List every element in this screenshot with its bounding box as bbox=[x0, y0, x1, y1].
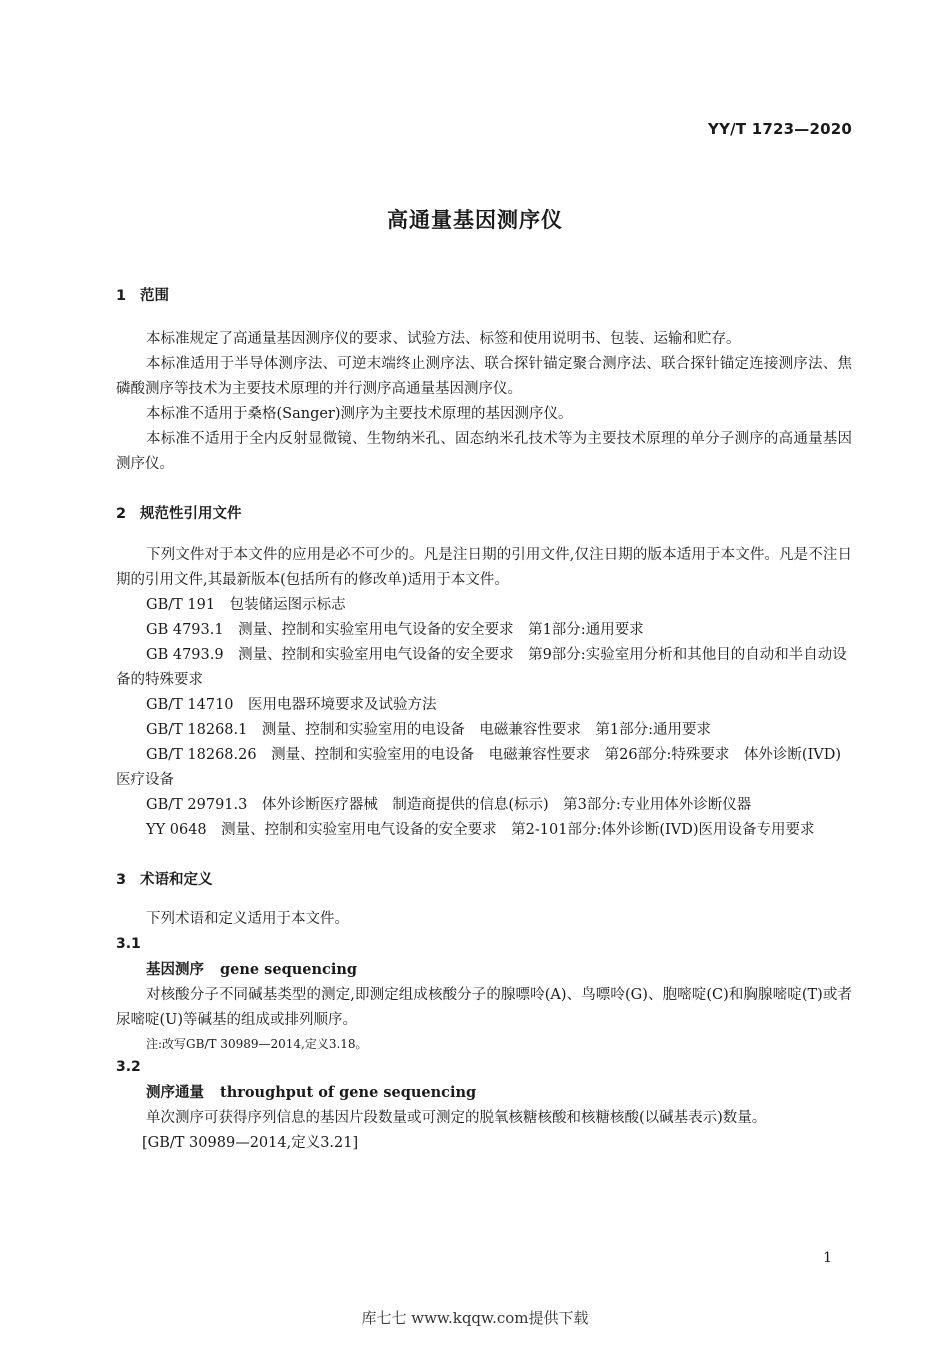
section-heading-terms bbox=[116, 869, 852, 891]
term-number: 3.1 bbox=[116, 936, 141, 952]
reference-item: YY 0648 测量、控制和实验室用电气设备的安全要求 第2-101部分:体外诊断(IVD)医用设备专用要求 bbox=[146, 822, 815, 838]
standard-code: YY/T 1723—2020 bbox=[708, 120, 852, 138]
reference-item: GB/T 191 包装储运图示标志 bbox=[146, 597, 346, 613]
term-definition: 对核酸分子不同碱基类型的测定,即测定组成核酸分子的腺嘌呤(A)、鸟嘌呤(G)、胞嘧啶(C)和胸腺嘧啶(T)或者尿嘧啶(U)等碱基的组成或排列顺序。 bbox=[116, 987, 852, 1028]
download-footer: 库七七 www.kqqw.com提供下载 bbox=[361, 1309, 589, 1327]
paragraph: 下列术语和定义适用于本文件。 bbox=[146, 911, 349, 927]
paragraph: 本标准不适用于全内反射显微镜、生物纳米孔、固态纳米孔技术等为主要技术原理的单分子测序的高通量基因测序仪。 bbox=[116, 431, 852, 472]
term-entry bbox=[116, 957, 852, 983]
section-title: 范围 bbox=[140, 288, 169, 304]
section-heading-normative-references bbox=[116, 503, 852, 525]
section-heading-scope bbox=[116, 285, 852, 307]
term-zh: 基因测序 bbox=[146, 962, 204, 978]
paragraph: 本标准不适用于桑格(Sanger)测序为主要技术原理的基因测序仪。 bbox=[146, 406, 573, 422]
reference-item: GB/T 29791.3 体外诊断医疗器械 制造商提供的信息(标示) 第3部分:专业用体外诊断仪器 bbox=[146, 797, 752, 813]
reference-item: GB/T 18268.26 测量、控制和实验室用的电设备 电磁兼容性要求 第26部分:特殊要求 体外诊断(IVD)医疗设备 bbox=[116, 747, 842, 788]
reference-item: GB 4793.9 测量、控制和实验室用电气设备的安全要求 第9部分:实验室用分析和其他目的自动和半自动设备的特殊要求 bbox=[116, 647, 847, 688]
section-number: 1 bbox=[116, 288, 127, 304]
document-body bbox=[116, 285, 852, 1156]
term-zh: 测序通量 bbox=[146, 1085, 204, 1101]
section-number: 2 bbox=[116, 506, 127, 522]
term-en: throughput of gene sequencing bbox=[220, 1084, 477, 1101]
term-number: 3.2 bbox=[116, 1059, 141, 1075]
section-title: 术语和定义 bbox=[140, 872, 213, 888]
term-en: gene sequencing bbox=[220, 961, 358, 978]
document-title: 高通量基因测序仪 bbox=[387, 208, 563, 232]
term-note: 注:改写GB/T 30989—2014,定义3.18。 bbox=[146, 1037, 368, 1051]
page-number: 1 bbox=[823, 1250, 832, 1266]
paragraph: 本标准规定了高通量基因测序仪的要求、试验方法、标签和使用说明书、包装、运输和贮存。 bbox=[146, 331, 741, 347]
reference-item: GB/T 18268.1 测量、控制和实验室用的电设备 电磁兼容性要求 第1部分:通用要求 bbox=[146, 722, 711, 738]
term-definition: 单次测序可获得序列信息的基因片段数量或可测定的脱氧核糖核酸和核糖核酸(以碱基表示)数量。 bbox=[146, 1110, 767, 1126]
reference-item: GB/T 14710 医用电器环境要求及试验方法 bbox=[146, 697, 437, 713]
reference-item: GB 4793.1 测量、控制和实验室用电气设备的安全要求 第1部分:通用要求 bbox=[146, 622, 644, 638]
paragraph: 本标准适用于半导体测序法、可逆末端终止测序法、联合探针锚定聚合测序法、联合探针锚定连接测序法、焦磷酸测序等技术为主要技术原理的并行测序高通量基因测序仪。 bbox=[116, 356, 852, 397]
section-title: 规范性引用文件 bbox=[140, 506, 242, 522]
section-number: 3 bbox=[116, 872, 127, 888]
term-source: [GB/T 30989—2014,定义3.21] bbox=[142, 1135, 359, 1151]
term-entry bbox=[116, 1080, 852, 1106]
paragraph: 下列文件对于本文件的应用是必不可少的。凡是注日期的引用文件,仅注日期的版本适用于本文件。凡是不注日期的引用文件,其最新版本(包括所有的修改单)适用于本文件。 bbox=[116, 547, 852, 588]
